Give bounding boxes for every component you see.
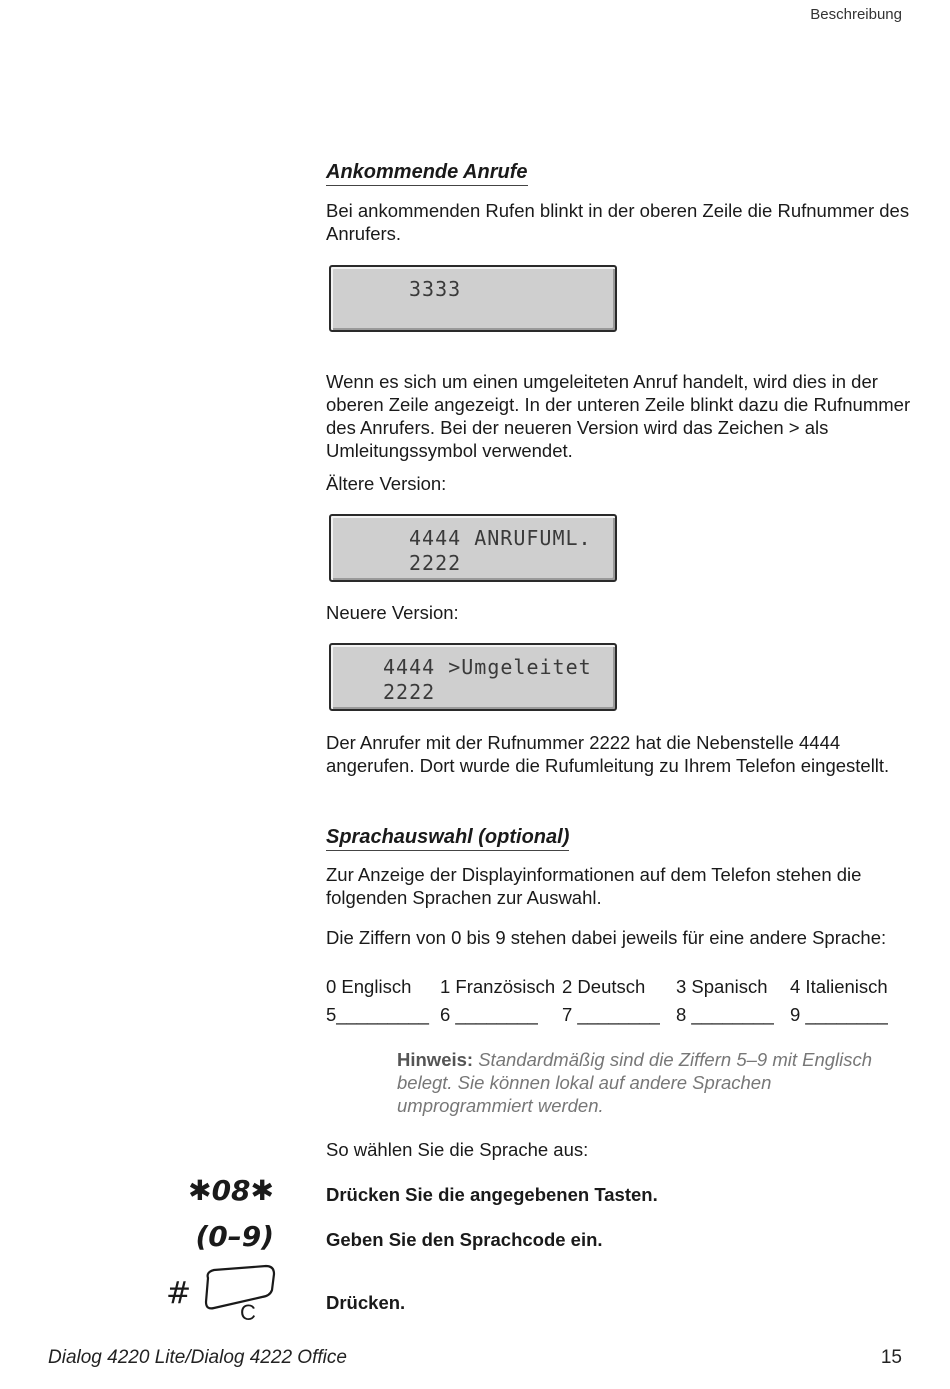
display-line-2: 2222 <box>409 551 462 575</box>
key-sequence-star-08-star: ✱08✱ <box>188 1174 274 1207</box>
footer-product-title: Dialog 4220 Lite/Dialog 4222 Office <box>48 1347 347 1368</box>
section-header: Beschreibung <box>810 6 902 23</box>
hint-text: Standardmäßig sind die Ziffern 5–9 mit Englisch belegt. Sie können lokal auf andere Sprachen umprogrammiert werden. <box>397 1049 873 1116</box>
language-item: 9 ________ <box>790 1004 888 1025</box>
page-number: 15 <box>880 1347 902 1368</box>
language-intro: Zur Anzeige der Displayinformationen auf dem Telefon stehen die folgenden Sprachen zur Auswahl. <box>326 864 862 908</box>
display-incoming <box>329 265 617 332</box>
incoming-calls-heading: Ankommende Anrufe <box>326 161 528 186</box>
newer-version-label: Neuere Version: <box>326 602 459 623</box>
digits-text: Die Ziffern von 0 bis 9 stehen dabei jeweils für eine andere Sprache: <box>326 927 887 948</box>
hash-key-icon: # <box>166 1276 192 1311</box>
language-item: 7 ________ <box>562 1004 660 1025</box>
c-key-label: C <box>240 1300 256 1325</box>
diverted-call-text: Wenn es sich um einen umgeleiteten Anruf handelt, wird dies in der oberen Zeile angezeigt. In der unteren Zeile blinkt dazu die Rufnummer des Anrufers. Bei der neueren Version wird das Zeichen > als Umleitungssymbol verwendet. <box>326 371 911 461</box>
step-3-text: Drücken. <box>326 1292 406 1313</box>
language-list-row-1 <box>326 976 906 1000</box>
display-line-2: 2222 <box>383 680 436 704</box>
language-heading: Sprachauswahl (optional) <box>326 826 569 851</box>
language-item: 0 Englisch <box>326 976 412 997</box>
select-language-intro: So wählen Sie die Sprache aus: <box>326 1139 589 1160</box>
step-2-text: Geben Sie den Sprachcode ein. <box>326 1229 603 1250</box>
language-item: 3 Spanisch <box>676 976 768 997</box>
key-sequence-digit-range: (0–9) <box>195 1220 274 1253</box>
hash-and-c-keys <box>166 1262 278 1328</box>
diversion-summary: Der Anrufer mit der Rufnummer 2222 hat die Nebenstelle 4444 angerufen. Dort wurde die Rufumleitung zu Ihrem Telefon eingestellt. <box>326 732 890 776</box>
hint-label: Hinweis: <box>397 1049 474 1070</box>
incoming-intro: Bei ankommenden Rufen blinkt in der oberen Zeile die Rufnummer des Anrufers. <box>326 200 910 244</box>
language-item: 6 ________ <box>440 1004 538 1025</box>
language-item: 5_________ <box>326 1004 429 1025</box>
display-line-1: 4444 ANRUFUML. <box>409 526 592 550</box>
older-version-label: Ältere Version: <box>326 473 447 494</box>
language-item: 4 Italienisch <box>790 976 888 997</box>
display-older-version <box>329 514 617 582</box>
display-line-1: 3333 <box>409 277 462 301</box>
language-item: 8 ________ <box>676 1004 774 1025</box>
display-line-1: 4444 >Umgeleitet <box>383 655 592 679</box>
hint-note <box>397 1048 907 1117</box>
language-item: 1 Französisch <box>440 976 556 997</box>
step-1-text: Drücken Sie die angegebenen Tasten. <box>326 1184 658 1205</box>
language-item: 2 Deutsch <box>562 976 646 997</box>
language-list-row-2 <box>326 1004 906 1028</box>
display-newer-version <box>329 643 617 711</box>
